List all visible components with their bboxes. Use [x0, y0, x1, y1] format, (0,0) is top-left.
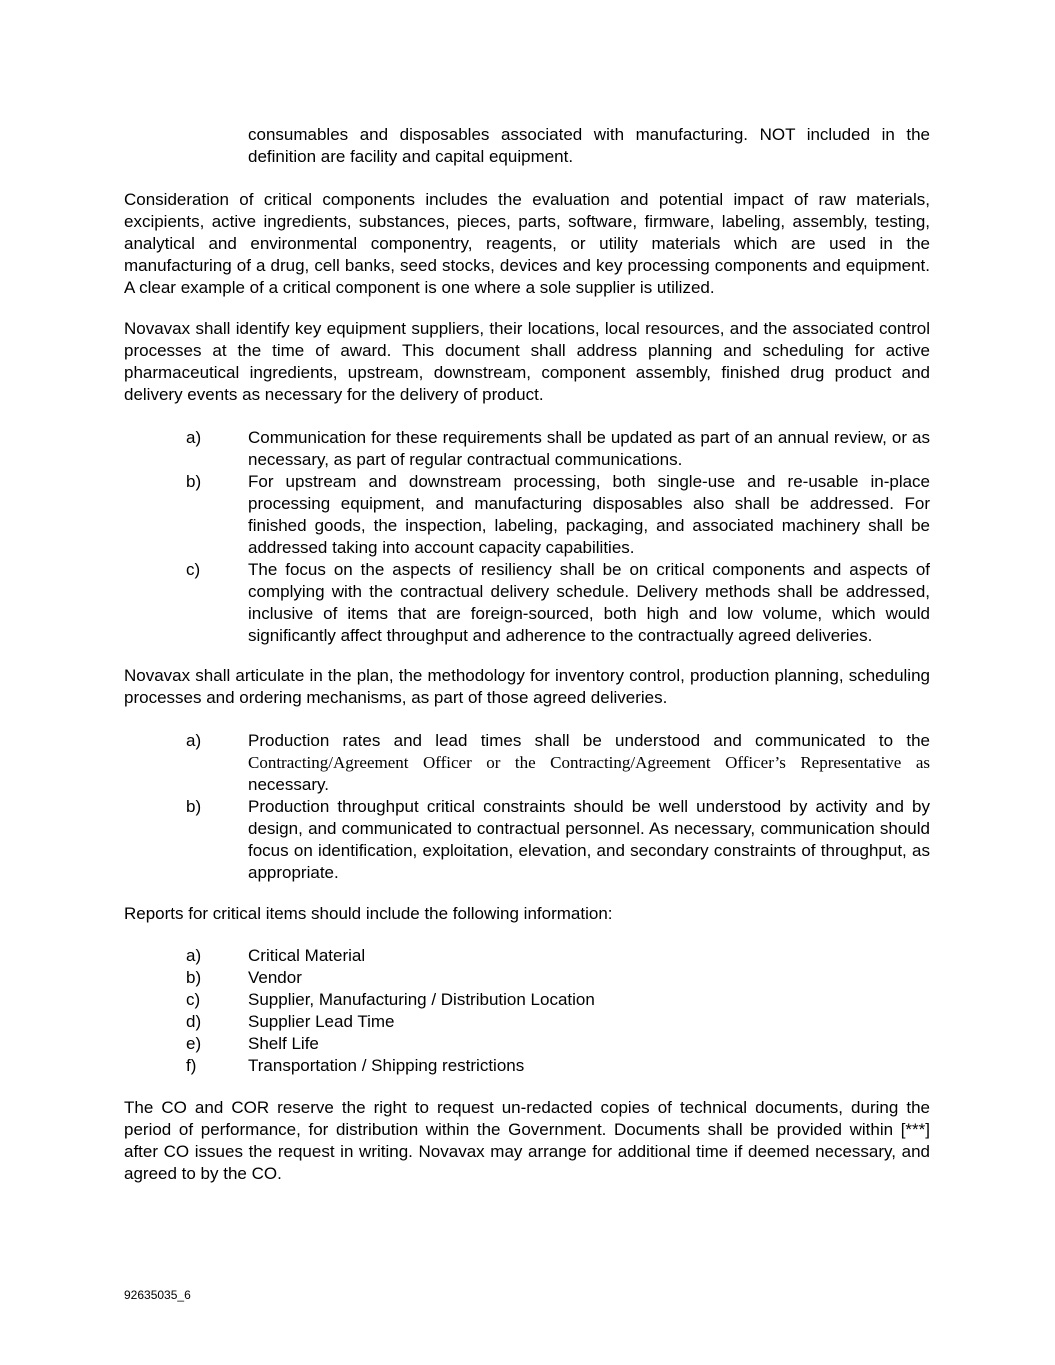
- list-marker: c): [186, 560, 201, 579]
- list-item-text: Transportation / Shipping restrictions: [248, 1056, 525, 1075]
- list-item-text: Communication for these requirements shall be updated as part of an annual review, or as necessary, as part of regular contractual communications.: [248, 428, 930, 469]
- list-item: [186, 427, 930, 471]
- list-marker: a): [186, 731, 202, 750]
- list-marker: e): [186, 1034, 202, 1053]
- list-item: [186, 471, 930, 559]
- list-item: [186, 1055, 930, 1077]
- list-marker: f): [186, 1056, 197, 1075]
- communication-list: [186, 427, 930, 647]
- list-item: [186, 1033, 930, 1055]
- list-item-text-serif: Contracting/Agreement Officer or the Contracting/Agreement Officer’s Representative as: [248, 753, 930, 772]
- document-footer-id: 92635035_6: [124, 1288, 191, 1302]
- list-item: [186, 796, 930, 884]
- list-item-text: Supplier Lead Time: [248, 1012, 395, 1031]
- list-item-text: Supplier, Manufacturing / Distribution Location: [248, 990, 595, 1009]
- list-item-text: Vendor: [248, 968, 302, 987]
- methodology-paragraph: Novavax shall articulate in the plan, the methodology for inventory control, production planning, scheduling processes and ordering mechanisms, as part of those agreed deliveries.: [124, 666, 930, 707]
- list-marker: c): [186, 990, 201, 1009]
- report-items-list: [186, 945, 930, 1077]
- critical-components-paragraph: Consideration of critical components includes the evaluation and potential impact of raw materials, excipients, active ingredients, substances, pieces, parts, software, firmware, labeling, assembly, testing, analytical and environmental componentry, reagents, or utility materials which are used in the manufacturing of a drug, cell banks, seed stocks, devices and key processing components and equipment. A clear example of a critical component is one where a sole supplier is utilized.: [124, 190, 930, 297]
- list-marker: b): [186, 472, 202, 491]
- list-item: [186, 1011, 930, 1033]
- intro-continuation-paragraph: consumables and disposables associated with manufacturing. NOT included in the definition are facility and capital equipment.: [248, 125, 930, 166]
- reports-paragraph: Reports for critical items should include the following information:: [124, 904, 613, 923]
- list-marker: a): [186, 946, 202, 965]
- list-item-text: The focus on the aspects of resiliency shall be on critical components and aspects of complying with the contractual delivery schedule. Delivery methods shall be addressed, inclusive of items that are foreign-sourced, both high and low volume, which would significantly affect throughput and adherence to the contractually agreed deliveries.: [248, 560, 930, 645]
- list-marker: d): [186, 1012, 202, 1031]
- list-marker: a): [186, 428, 202, 447]
- list-item-text: [248, 730, 930, 796]
- list-item: [186, 730, 930, 796]
- list-item: [186, 989, 930, 1011]
- list-item-text: Critical Material: [248, 946, 366, 965]
- list-item-text-end: necessary.: [248, 775, 329, 794]
- production-list: [186, 730, 930, 884]
- key-equipment-paragraph: Novavax shall identify key equipment suppliers, their locations, local resources, and the associated control processes at the time of award. This document shall address planning and scheduling for active pharmaceutical ingredients, upstream, downstream, component assembly, finished drug product and delivery events as necessary for the delivery of product.: [124, 319, 930, 404]
- list-item: [186, 945, 930, 967]
- unredacted-documents-paragraph: The CO and COR reserve the right to request un-redacted copies of technical documents, during the period of performance, for distribution within the Government. Documents shall be provided within [***] after CO issues the request in writing. Novavax may arrange for additional time if deemed necessary, and agreed to by the CO.: [124, 1098, 930, 1183]
- list-marker: b): [186, 968, 202, 987]
- list-marker: b): [186, 797, 202, 816]
- list-item-text-start: Production rates and lead times shall be understood and communicated to the: [248, 731, 930, 750]
- list-item: [186, 967, 930, 989]
- list-item-text: For upstream and downstream processing, both single-use and re-usable in-place processing equipment, and manufacturing disposables also shall be addressed. For finished goods, the inspection, labeling, packaging, and associated machinery shall be addressed taking into account capacity capabilities.: [248, 472, 930, 557]
- list-item: [186, 559, 930, 647]
- list-item-text: Shelf Life: [248, 1034, 319, 1053]
- list-item-text: Production throughput critical constraints should be well understood by activity and by design, and communicated to contractual personnel. As necessary, communication should focus on identification, exploitation, elevation, and secondary constraints of throughput, as appropriate.: [248, 797, 930, 882]
